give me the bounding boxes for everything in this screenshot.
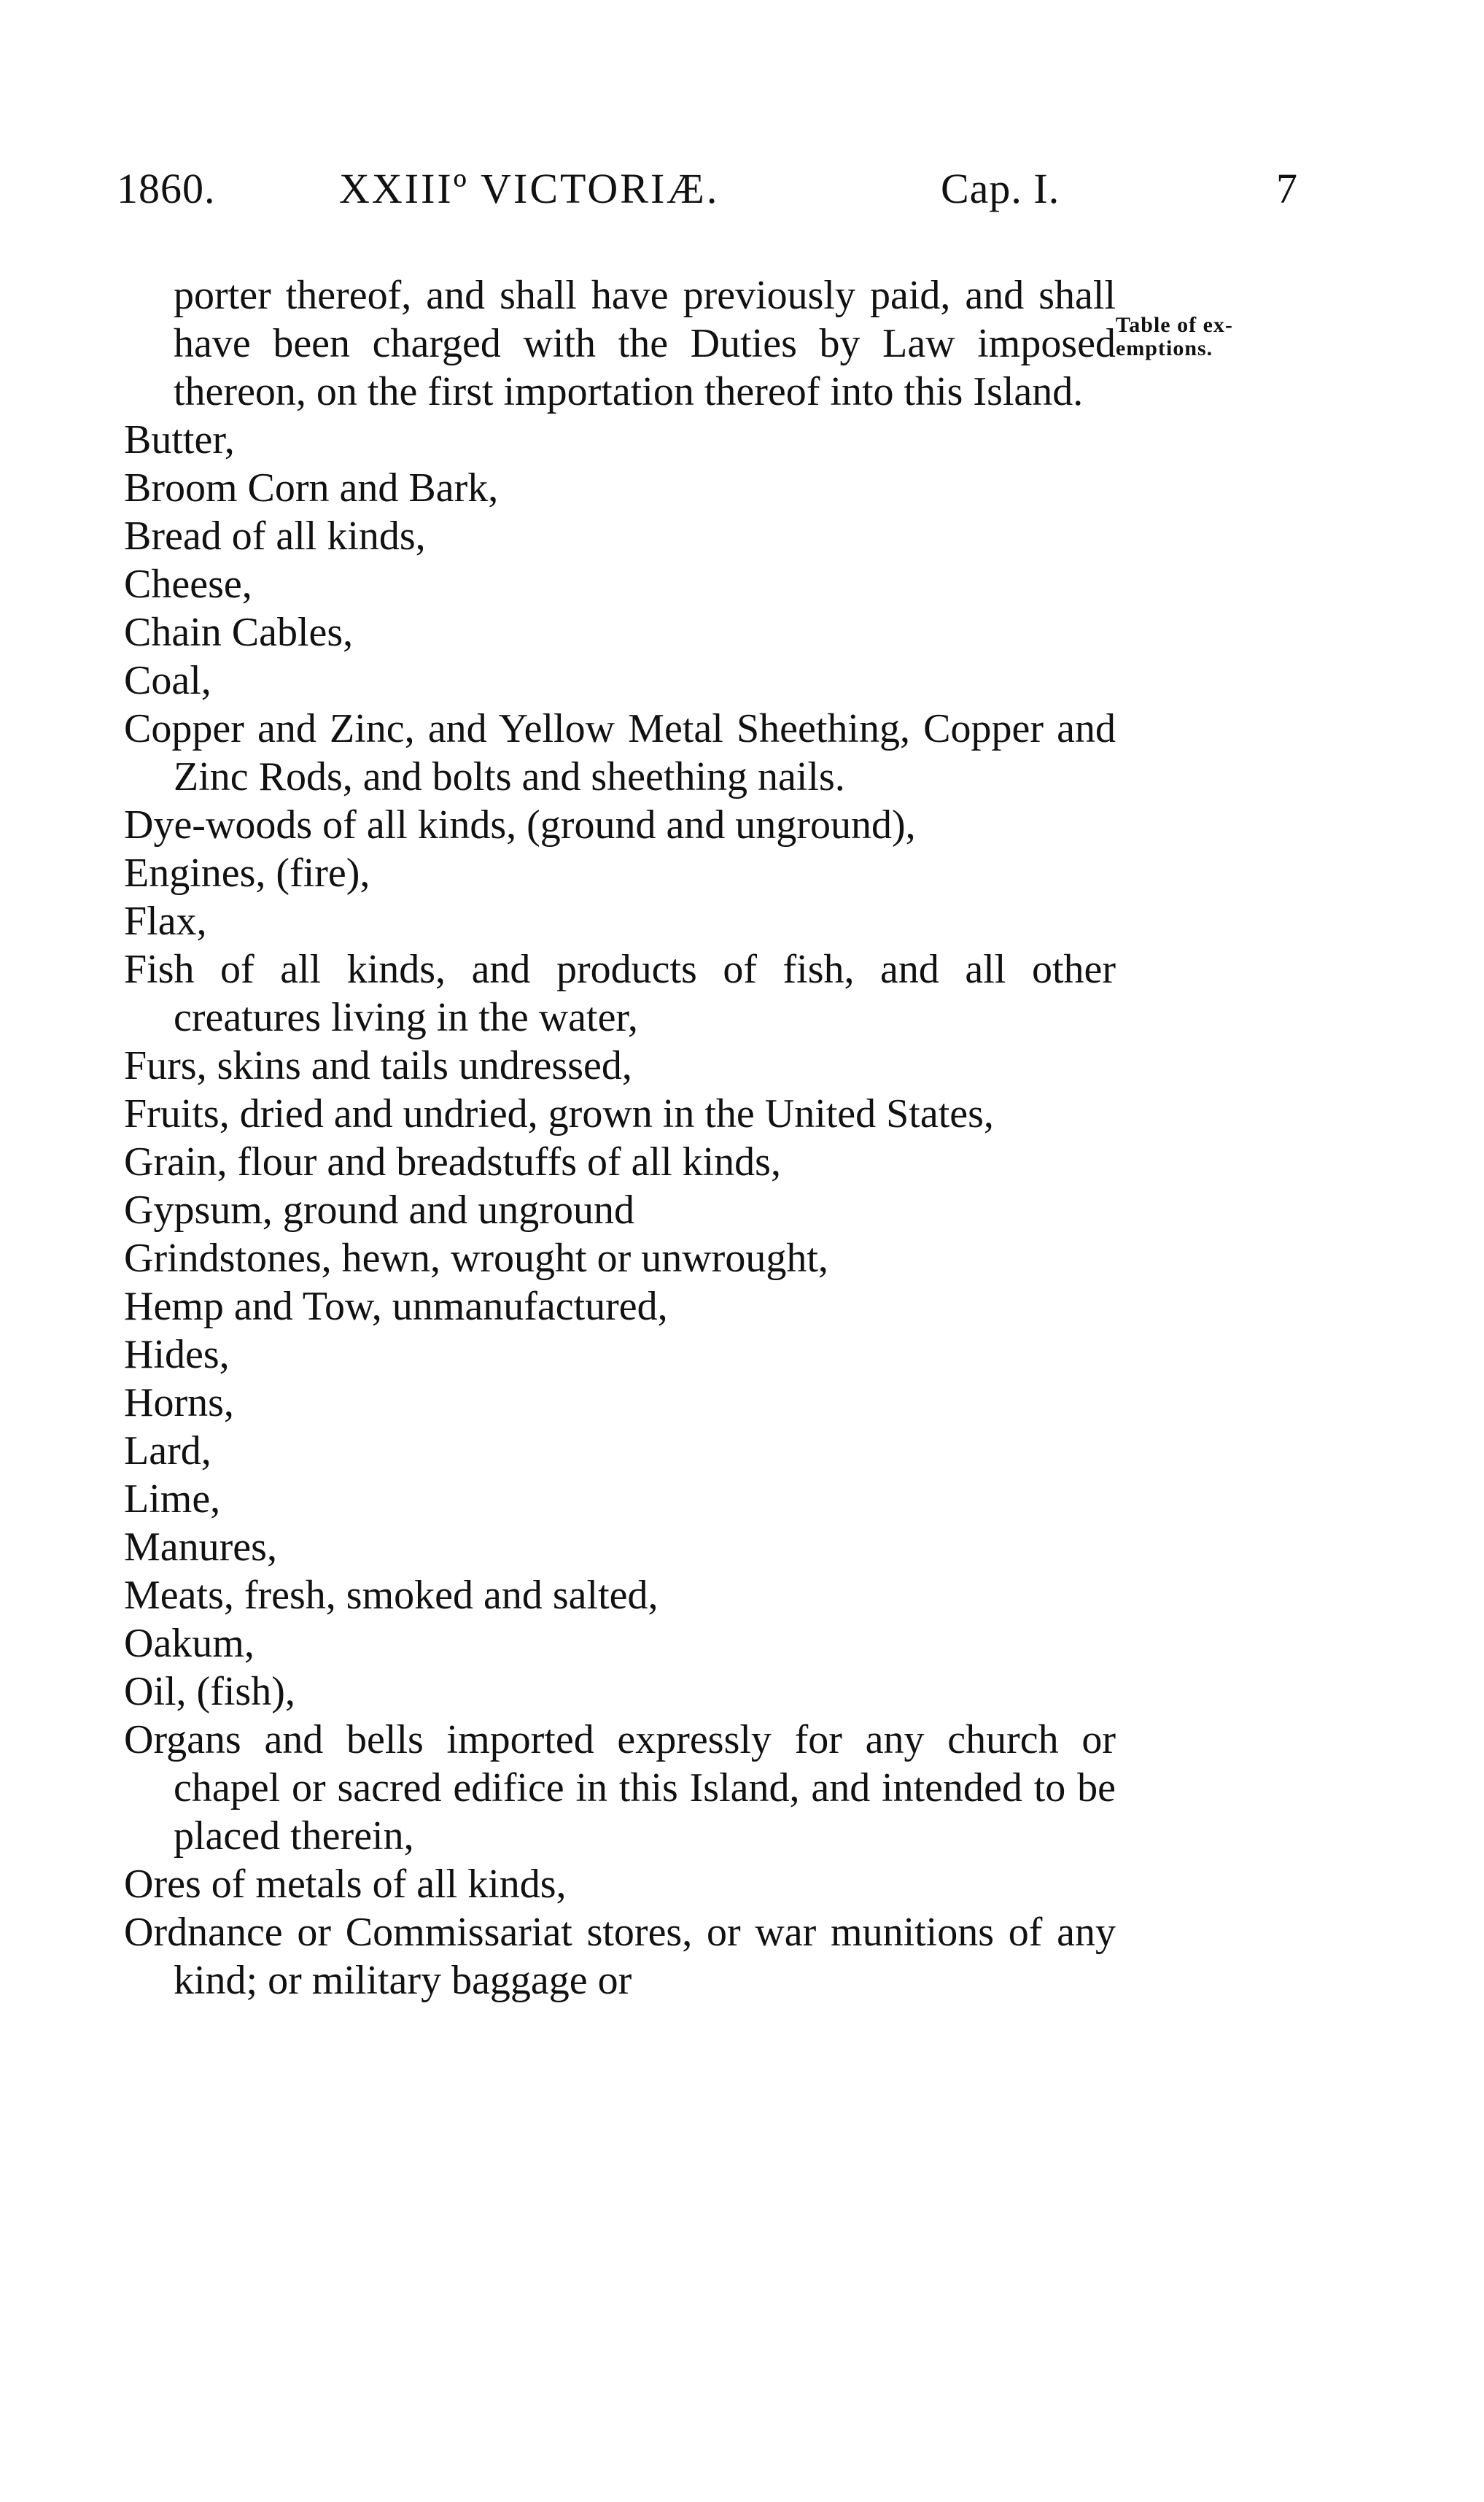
list-item: Oakum, <box>124 1621 255 1666</box>
exemption-list <box>124 271 1116 2005</box>
list-item: Hides, <box>124 1332 230 1377</box>
header-title: XXIIIº VICTORIÆ. <box>339 165 720 212</box>
list-item: Coal, <box>124 658 211 703</box>
margin-note <box>1116 314 1335 360</box>
list-item: Ordnance or Commissariat stores, or war munitions of any kind; or military baggage or <box>124 1910 1116 2003</box>
list-item: Fish of all kinds, and products of fish, and all other creatures living in the water, <box>124 947 1116 1040</box>
list-item: Cheese, <box>124 562 252 607</box>
list-item: Ores of metals of all kinds, <box>124 1862 567 1907</box>
header-year: 1860. <box>117 165 216 212</box>
list-item: Hemp and Tow, unmanufactured, <box>124 1284 668 1329</box>
list-item: Lard, <box>124 1428 211 1473</box>
list-item: Organs and bells imported expressly for any church or chapel or sacred edifice in this Island, and intended to be placed therein, <box>124 1717 1116 1859</box>
list-item: Grindstones, hewn, wrought or unwrought, <box>124 1236 828 1281</box>
list-item: Flax, <box>124 899 207 944</box>
list-item: Lime, <box>124 1476 221 1522</box>
list-item: Dye-woods of all kinds, (ground and unground), <box>124 802 916 848</box>
header-chapter: Cap. I. <box>941 165 1060 212</box>
page-number: 7 <box>1276 165 1298 212</box>
margin-note-line-1: Table of ex- <box>1116 313 1233 337</box>
list-item: Broom Corn and Bark, <box>124 465 499 511</box>
list-item: Butter, <box>124 417 235 462</box>
list-item: Furs, skins and tails undressed, <box>124 1043 632 1088</box>
list-item: Meats, fresh, smoked and salted, <box>124 1573 659 1618</box>
list-item: Copper and Zinc, and Yellow Metal Sheething, Copper and Zinc Rods, and bolts and sheething nails. <box>124 706 1116 799</box>
running-header <box>117 164 1313 230</box>
list-item: Gypsum, ground and unground <box>124 1188 634 1233</box>
list-item: Fruits, dried and undried, grown in the United States, <box>124 1091 994 1136</box>
list-item: Manures, <box>124 1525 277 1570</box>
list-item: Horns, <box>124 1380 234 1425</box>
entry-list <box>124 416 1116 2005</box>
list-item: Oil, (fish), <box>124 1669 295 1714</box>
list-item: Chain Cables, <box>124 610 354 655</box>
list-item: Bread of all kinds, <box>124 514 426 559</box>
list-item: Engines, (fire), <box>124 851 370 896</box>
continuation-paragraph: porter thereof, and shall have previously paid, and shall have been charged with the Duties by Law imposed thereon, on the first importation thereof into this Island. <box>174 273 1116 414</box>
list-item: Grain, flour and breadstuffs of all kinds, <box>124 1139 781 1185</box>
margin-note-line-2: emptions. <box>1116 336 1213 360</box>
